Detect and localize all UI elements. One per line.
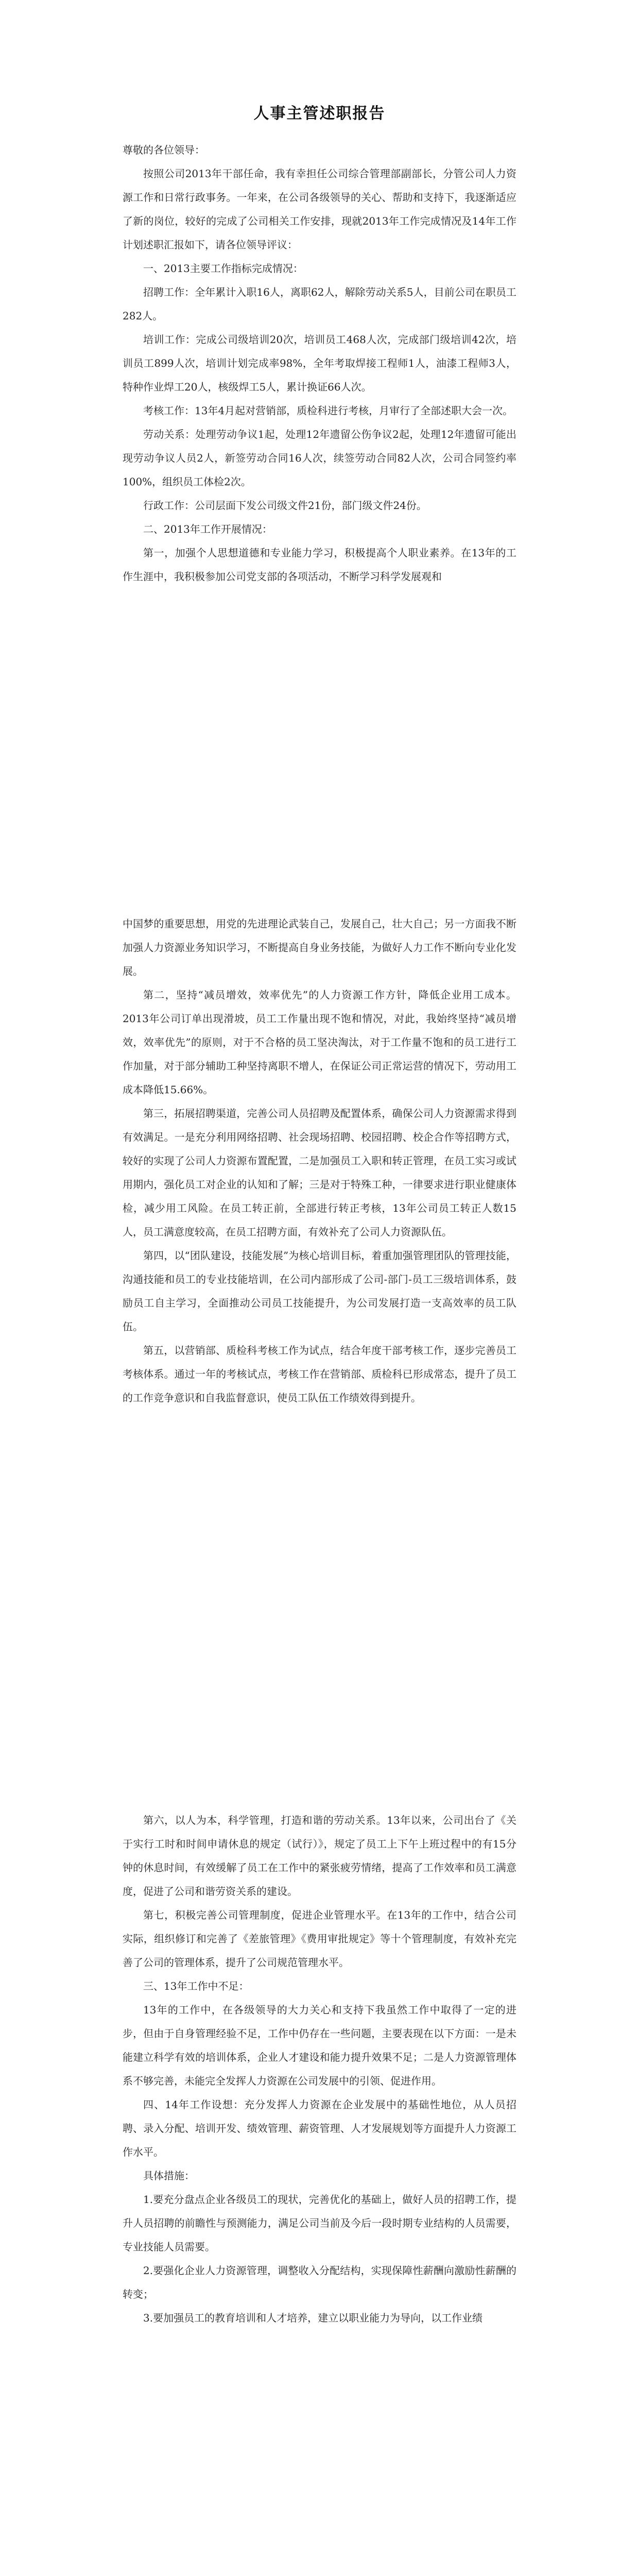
- paragraph: 行政工作：公司层面下发公司级文件21份，部门级文件24份。: [143, 499, 427, 512]
- paragraph: 13年的工作中，在各级领导的大力关心和支持下我虽然工作中取得了一定的进步，但由于自身管理经验不足，工作中仍存在一些问题，主要表现在以下方面：一是未能建立科学有效的培训体系，企业人才建设和能力提升效果不足；二是人力资源管理体系不够完善，未能完全发挥人力资源在公司发展中的引领、促进作用。: [123, 2004, 516, 2087]
- paragraph: 具体措施：: [143, 2170, 195, 2182]
- paragraph: 第七，积极完善公司管理制度，促进企业管理水平。在13年的工作中，结合公司实际，组织修订和完善了《差旅管理》《费用审批规定》等十个管理制度，有效补充完善了公司的管理体系，提升了公司规范管理水平。: [123, 1909, 516, 1969]
- section-heading: 三、13年工作中不足：: [143, 1980, 249, 1992]
- paragraph: 培训工作：完成公司级培训20次，培训员工468人次，完成部门级培训42次，培训员工899人次，培训计划完成率98%，全年考取焊接工程师1人，油漆工程师3人，特种作业焊工20人，核级焊工5人，累计换证66人次。: [123, 333, 516, 393]
- paragraph: 招聘工作：全年累计入职16人，离职62人，解除劳动关系5人，目前公司在职员工282人。: [123, 286, 516, 322]
- paragraph: 第三，拓展招聘渠道，完善公司人员招聘及配置体系，确保公司人力资源需求得到有效满足。一是充分利用网络招聘、社会现场招聘、校园招聘、校企合作等招聘方式，较好的实现了公司人力资源布置配置，二是加强员工入职和转正管理，在员工实习或试用期内，强化员工对企业的认知和了解；三是对于特殊工种，一律要求进行职业健康体检，减少用工风险。在员工转正前，全部进行转正考核，13年公司员工转正人数15人，员工满意度较高，在员工招聘方面，有效补充了公司人力资源队伍。: [123, 1107, 516, 1238]
- list-item: 1.要充分盘点企业各级员工的现状，完善优化的基础上，做好人员的招聘工作，提升人员招聘的前瞻性与预测能力，满足公司当前及今后一段时期专业结构的人员需要，专业技能人员需要。: [123, 2193, 516, 2253]
- paragraph: 第二，坚持“减员增效，效率优先”的人力资源工作方针，降低企业用工成本。2013年公司订单出现滑坡，员工工作量出现不饱和情况，对此，我始终坚持“减员增效，效率优先”的原则，对于不合格的员工坚决淘汰，对于工作量不饱和的员工进行工作加量，对于部分辅助工种坚持离职不增人，在保证公司正常运营的情况下，劳动用工成本降低15.66%。: [123, 989, 516, 1096]
- paragraph: 第五，以营销部、质检科考核工作为试点，结合年度干部考核工作，逐步完善员工考核体系。通过一年的考核试点，考核工作在营销部、质检科已形成常态，提升了员工的工作竞争意识和自我监督意识，使员工队伍工作绩效得到提升。: [123, 1344, 516, 1404]
- paragraph: 考核工作：13年4月起对营销部，质检科进行考核，月审行了全部述职大会一次。: [143, 404, 513, 417]
- paragraph: 按照公司2013年干部任命，我有幸担任公司综合管理部副部长，分管公司人力资源工作和日常行政事务。一年来，在公司各级领导的关心、帮助和支持下，我逐渐适应了新的岗位，较好的完成了公司相关工作安排，现就2013年工作完成情况及14年工作计划述职汇报如下，请各位领导评议：: [123, 167, 516, 251]
- text-block-1: [123, 138, 516, 588]
- paragraph: 第四，以“团队建设，技能发展”为核心培训目标，着重加强管理团队的管理技能，沟通技能和员工的专业技能培训，在公司内部形成了公司-部门-员工三级培训体系，鼓励员工自主学习，全面推动公司员工技能提升，为公司发展打造一支高效率的员工队伍。: [123, 1249, 516, 1333]
- page-title: 人事主管述职报告: [253, 105, 386, 123]
- list-item: 2.要强化企业人力资源管理，调整收入分配结构，实现保障性薪酬向激励性薪酬的转变；: [123, 2264, 516, 2300]
- salutation: 尊敬的各位领导：: [123, 144, 205, 156]
- paragraph: 四、14年工作设想：充分发挥人力资源在企业发展中的基础性地位，从人员招聘、录入分配、培训开发、绩效管理、薪资管理、人才发展规划等方面提升人力资源工作水平。: [123, 2098, 516, 2158]
- list-item: 3.要加强员工的教育培训和人才培养，建立以职业能力为导向，以工作业绩: [143, 2312, 483, 2324]
- section-heading: 一、2013主要工作指标完成情况：: [143, 262, 303, 275]
- text-block-3: [123, 1808, 516, 2330]
- section-heading: 二、2013年工作开展情况：: [143, 523, 272, 535]
- paragraph: 劳动关系：处理劳动争议1起，处理12年遗留公伤争议2起，处理12年遗留可能出现劳动争议人员2人，新签劳动合同16人次，续签劳动合同82人次，公司合同签约率100%，组织员工体检2次。: [123, 428, 516, 488]
- text-block-2: [123, 912, 516, 1410]
- paragraph: 第六，以人为本，科学管理，打造和谐的劳动关系。13年以来，公司出台了《关于实行工时和时间申请休息的规定（试行）》，规定了员工上下午上班过程中的有15分钟的休息时间，有效缓解了员工在工作中的紧张疲劳情绪，提高了工作效率和员工满意度，促进了公司和谐劳资关系的建设。: [123, 1814, 516, 1897]
- paragraph-continued: 中国梦的重要思想，用党的先进理论武装自己，发展自己，壮大自己；另一方面我不断加强人力资源业务知识学习，不断提高自身业务技能，为做好人力工作不断向专业化发展。: [123, 918, 516, 977]
- paragraph: 第一，加强个人思想道德和专业能力学习，积极提高个人职业素养。在13年的工作生涯中，我积极参加公司党支部的各项活动，不断学习科学发展观和: [123, 547, 516, 583]
